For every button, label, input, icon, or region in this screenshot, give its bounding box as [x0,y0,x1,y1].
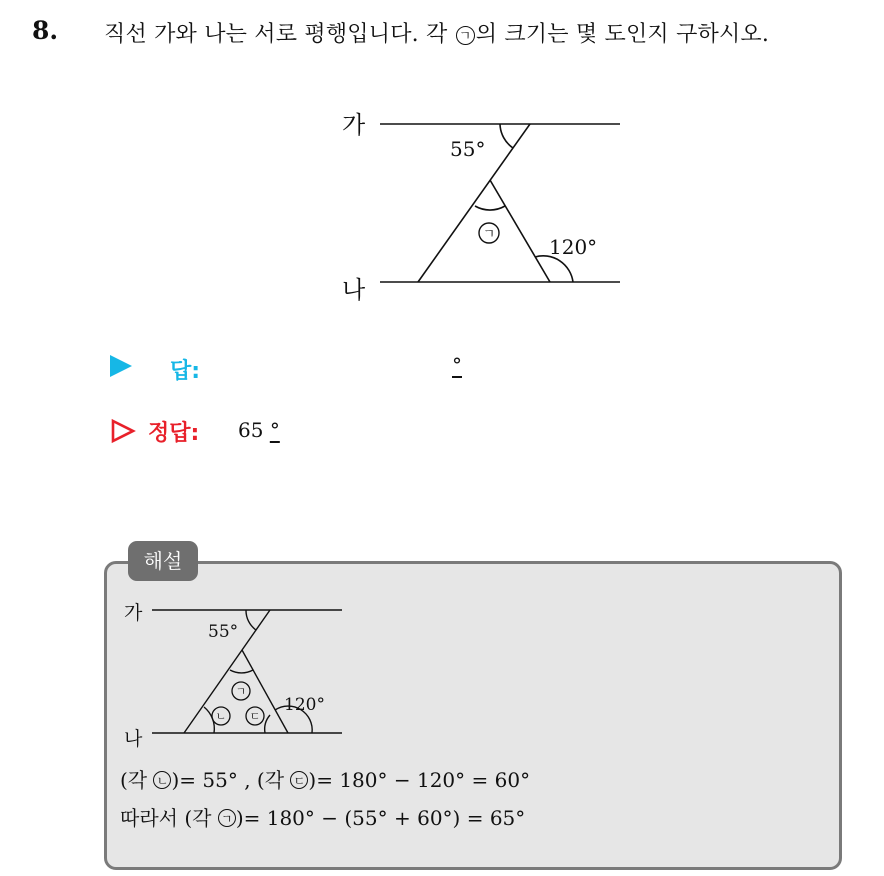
question-number: 8. [32,16,59,45]
exp2-part1: 따라서 (각 [120,806,218,830]
correct-unit: ° [269,418,280,442]
correct-triangle-icon [110,418,136,444]
answer-unit: ° [452,353,462,377]
exp-marker-right: ㄷ [249,710,261,723]
label-na: 나 [342,276,366,304]
exp1-marker-digeut: ㄷ [290,771,308,789]
explanation-figure [120,595,360,755]
explanation-line-1 [120,764,530,793]
question-text [104,17,769,48]
answer-label: 답: [170,359,201,384]
exp-angle-120: 120° [284,695,325,715]
exp2-marker-giyeok: ㄱ [218,809,236,827]
correct-label: 정답: [148,421,200,446]
exp-arc-55 [246,610,256,630]
angle-arc-target [475,206,505,210]
exp1-part2: )= 55° , (각 [171,768,291,792]
question-text-after: 의 크기는 몇 도인지 구하시오. [475,22,770,47]
explanation-line-2 [120,802,525,831]
exp1-part1: (각 [120,768,154,792]
exp-arc-top [230,670,253,673]
exp1-part3: )= 180° − 120° = 60° [308,768,531,792]
label-ga: 가 [342,111,366,139]
exp-angle-55: 55° [208,622,239,642]
exp-arc-right-inner [265,715,270,733]
correct-answer [238,418,280,442]
angle-label-55: 55° [450,137,486,161]
answer-marker [110,355,132,385]
angle-label-120: 120° [549,235,598,259]
answer-input[interactable] [300,355,440,381]
angle-marker-giyeok: ㄱ [456,26,475,45]
exp-label-na: 나 [124,728,143,750]
question-text-before: 직선 가와 나는 서로 평행입니다. 각 [104,22,455,47]
angle-arc-55 [500,124,513,148]
answer-triangle-icon [110,355,132,377]
angle-arc-120 [535,256,573,282]
exp-label-ga: 가 [124,602,143,624]
parallel-lines-figure [330,100,640,310]
correct-value: 65 [238,418,264,442]
target-marker-label: ㄱ [482,227,496,242]
exp-marker-left: ㄴ [215,710,227,723]
exp-marker-top: ㄱ [235,685,247,698]
exp2-part2: )= 180° − (55° + 60°) = 65° [235,806,526,830]
exp1-marker-nieun: ㄴ [153,771,171,789]
explanation-tag: 해설 [128,541,198,581]
